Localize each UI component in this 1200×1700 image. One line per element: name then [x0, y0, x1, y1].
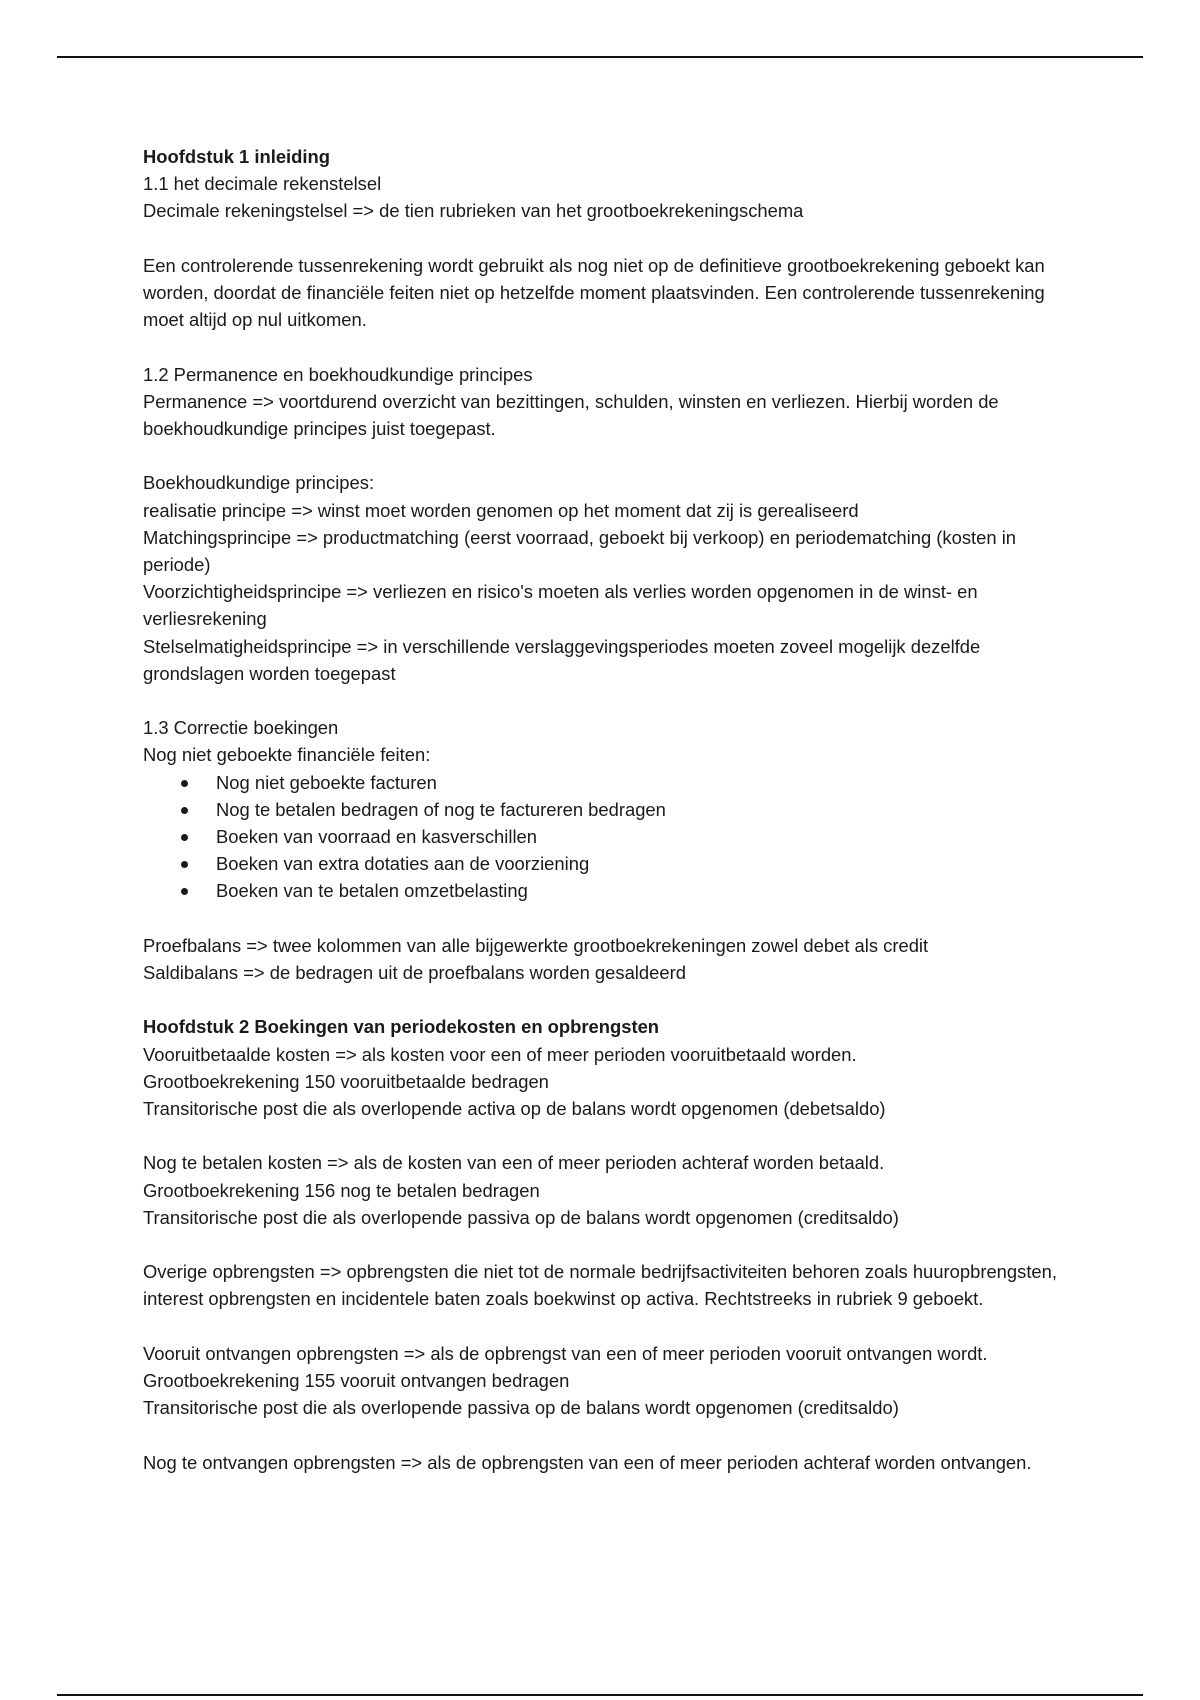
accrued-revenue-paragraph: Nog te ontvangen opbrengsten => als de opbrengsten van een of meer perioden achteraf worden ontvangen. — [143, 1451, 1032, 1473]
decimal-system-line: Decimale rekeningstelsel => de tien rubrieken van het grootboekrekeningschema — [143, 200, 804, 222]
bullet-icon — [181, 888, 188, 895]
principles-heading: Boekhoudkundige principes: — [143, 472, 375, 494]
correction-bullet-list — [143, 769, 1083, 905]
consistency-principle: Stelselmatigheidsprincipe => in verschillende verslaggevingsperiodes moeten zoveel mogelijk dezelfde grondslagen worden toegepast — [143, 635, 981, 684]
list-item — [143, 769, 1083, 796]
list-item-text: Nog te betalen bedragen of nog te factureren bedragen — [216, 798, 666, 820]
other-revenue-paragraph: Overige opbrengsten => opbrengsten die niet tot de normale bedrijfsactiviteiten behoren zoals huuropbrengsten, interest opbrengsten en incidentele baten zoals boekwinst op activa. Rechtstreeks in rubriek 9 geboekt. — [143, 1261, 1058, 1310]
bullet-icon — [181, 861, 188, 868]
permanence-paragraph: Permanence => voortdurend overzicht van bezittingen, schulden, winsten en verliezen. Hierbij worden de boekhoudkundige principes juist toegepast. — [143, 390, 999, 439]
accrued-costs-line: Nog te betalen kosten => als de kosten van een of meer perioden achteraf worden betaald. — [143, 1152, 885, 1174]
list-item-text: Boeken van te betalen omzetbelasting — [216, 880, 528, 902]
header-rule — [57, 56, 1143, 58]
correction-intro: Nog niet geboekte financiële feiten: — [143, 744, 431, 766]
list-item-text: Boeken van voorraad en kasverschillen — [216, 826, 538, 848]
ledger-150-line: Grootboekrekening 150 vooruitbetaalde bedragen — [143, 1070, 549, 1092]
prepaid-costs-line: Vooruitbetaalde kosten => als kosten voor een of meer perioden vooruitbetaald worden. — [143, 1043, 857, 1065]
transitory-liabilities-line-2: Transitorische post die als overlopende passiva op de balans wordt opgenomen (creditsaldo) — [143, 1397, 899, 1419]
realisation-principle: realisatie principe => winst moet worden genomen op het moment dat zij is gerealiseerd — [143, 499, 859, 521]
document-body — [143, 143, 1083, 1476]
list-item — [143, 850, 1083, 877]
list-item — [143, 823, 1083, 850]
transitory-liabilities-line: Transitorische post die als overlopende passiva op de balans wordt opgenomen (creditsaldo) — [143, 1206, 899, 1228]
bullet-icon — [181, 780, 188, 787]
chapter-2-title: Hoofdstuk 2 Boekingen van periodekosten en opbrengsten — [143, 1016, 660, 1038]
section-1-3-heading: 1.3 Correctie boekingen — [143, 717, 339, 739]
section-1-2-heading: 1.2 Permanence en boekhoudkundige principes — [143, 363, 533, 385]
section-1-1-heading: 1.1 het decimale rekenstelsel — [143, 173, 382, 195]
prudence-principle: Voorzichtigheidsprincipe => verliezen en risico's moeten als verlies worden opgenomen in de winst- en verliesrekening — [143, 581, 978, 630]
list-item — [143, 796, 1083, 823]
transitory-assets-line: Transitorische post die als overlopende activa op de balans wordt opgenomen (debetsaldo) — [143, 1098, 886, 1120]
deferred-revenue-paragraph: Vooruit ontvangen opbrengsten => als de opbrengst van een of meer perioden vooruit ontvangen wordt. — [143, 1342, 988, 1364]
list-item — [143, 877, 1083, 904]
list-item-text: Nog niet geboekte facturen — [216, 771, 437, 793]
footer-rule — [57, 1694, 1143, 1696]
bullet-icon — [181, 807, 188, 814]
ledger-155-line: Grootboekrekening 155 vooruit ontvangen bedragen — [143, 1370, 570, 1391]
list-item-text: Boeken van extra dotaties aan de voorziening — [216, 853, 590, 875]
ledger-156-line: Grootboekrekening 156 nog te betalen bedragen — [143, 1179, 540, 1201]
chapter-1-title: Hoofdstuk 1 inleiding — [143, 146, 330, 167]
matching-principle: Matchingsprincipe => productmatching (eerst voorraad, geboekt bij verkoop) en periodematching (kosten in periode) — [143, 526, 1017, 575]
tussenrekening-paragraph: Een controlerende tussenrekening wordt gebruikt als nog niet op de definitieve grootboekrekening geboekt kan worden, doordat de financiële feiten niet op hetzelfde moment plaatsvinden. Een controlerende tussenrekening moet altijd op nul uitkomen. — [143, 254, 1045, 331]
saldibalans-line: Saldibalans => de bedragen uit de proefbalans worden gesaldeerd — [143, 962, 686, 984]
proefbalans-line: Proefbalans => twee kolommen van alle bijgewerkte grootboekrekeningen zowel debet als credit — [143, 934, 929, 956]
bullet-icon — [181, 834, 188, 841]
